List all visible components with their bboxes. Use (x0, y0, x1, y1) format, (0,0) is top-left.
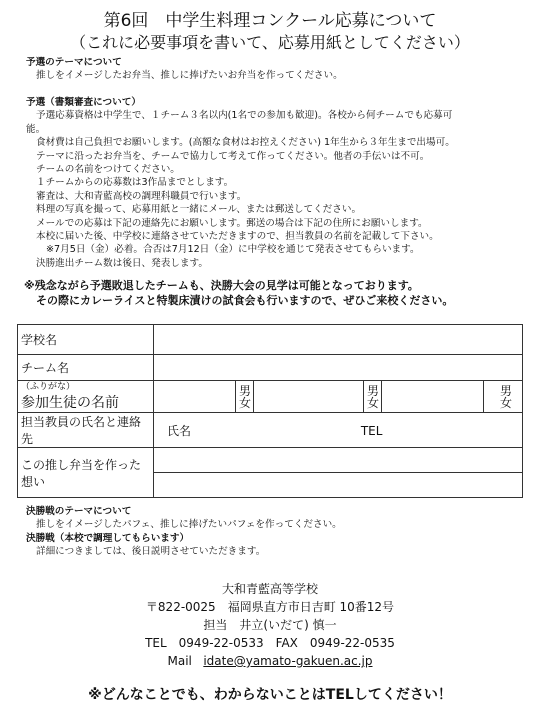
closing-note: ※どんなことでも、わからないことはTELしてください！ (88, 687, 452, 703)
final-text: 詳細につきましては、後日説明させていただきます。 (36, 546, 266, 558)
prelim-line: テーマに沿ったお弁当を、チームで協力して考えて作ってください。他者の手伝いは不可。 (36, 150, 430, 162)
bento-thoughts-label-line: この推し弁当を作った (21, 457, 142, 472)
prelim-line: ※7月5日（金）必着。合否は7月12日（金）に中学校を通じて発表させてもらいます。 (46, 244, 420, 256)
page-title: 第6回 中学生料理コンクール応募について (103, 11, 437, 31)
student-name-field[interactable] (154, 381, 236, 413)
entry-form-table (17, 324, 523, 498)
contact-block (0, 580, 540, 670)
school-name-field[interactable] (154, 325, 523, 355)
prelim-line: 予選応募資格は中学生で、１チーム３名以内(1名での参加も歓迎)。各校から何チームでも応募可 (36, 110, 453, 122)
student-name-field[interactable] (382, 381, 484, 413)
prelim-line: １チームからの応募数は3作品までとします。 (36, 177, 234, 189)
notice-line: その際にカレーライスと特製床漬けの試食会も行いますので、ぜひご来校ください。 (36, 294, 454, 307)
theme-heading: 予選のテーマについて (26, 57, 122, 68)
prelim-line: 本校に届いた後、中学校に連絡させていただきますので、担当教員の名前を記載して下さい。 (36, 231, 439, 243)
prelim-line: 能。 (26, 123, 46, 135)
theme-text: 推しをイメージしたお弁当、推しに捧げたいお弁当を作ってください。 (36, 70, 343, 82)
student-name-field[interactable] (254, 381, 364, 413)
prelim-line: 決勝進出チーム数は後日、発表します。 (36, 257, 208, 269)
teacher-name-label: 氏名 (167, 423, 192, 438)
gender-select[interactable]: 男 女 (236, 381, 254, 413)
final-theme-heading: 決勝戦のテーマについて (26, 506, 132, 517)
contact-phone: TEL 0949-22-0533 FAX 0949-22-0535 (145, 636, 395, 650)
prelim-line: 料理の写真を撮って、応募用紙と一緒にメール、または郵送してください。 (36, 204, 362, 216)
mail-label: Mail (167, 654, 192, 668)
notice-line: ※残念ながら予選敗退したチームも、決勝大会の見学は可能となっております。 (24, 279, 419, 292)
bento-thoughts-label (18, 448, 154, 498)
prelim-section (26, 96, 526, 270)
contact-address: 〒822-0025 福岡県直方市日吉町 10番12号 (145, 600, 395, 614)
team-name-field[interactable] (154, 355, 523, 381)
theme-section (26, 56, 526, 83)
gender-select[interactable]: 男 女 (364, 381, 382, 413)
final-theme-section (26, 505, 526, 559)
contact-mail-row (0, 652, 540, 670)
bento-thoughts-line[interactable] (154, 448, 522, 472)
bento-thoughts-line[interactable] (154, 472, 522, 497)
contact-school: 大和青藍高等学校 (221, 582, 318, 596)
teacher-label: 担当教員の氏名と連絡先 (18, 413, 154, 448)
gender-select[interactable]: 男 女 (484, 381, 523, 413)
furigana-label: （ふりがな） (21, 381, 76, 392)
teacher-tel-label: TEL (360, 423, 383, 438)
mail-link[interactable]: idate@yamato-gakuen.ac.jp (203, 654, 373, 668)
school-name-label: 学校名 (18, 325, 154, 355)
prelim-line: チームの名前をつけてください。 (36, 164, 180, 176)
final-heading: 決勝戦（本校で調理してもらいます） (26, 532, 190, 544)
team-name-label: チーム名 (18, 355, 154, 381)
prelim-line: 食材費は自己負担でお願いします。(高額な食材はお控えください) 1年生から３年生まで出場可。 (36, 137, 455, 149)
student-names-text: 参加生徒の名前 (21, 394, 119, 411)
student-names-label (18, 381, 154, 413)
final-theme-text: 推しをイメージしたパフェ、推しに捧げたいパフェを作ってください。 (36, 519, 342, 531)
prelim-line: 審査は、大和青藍高校の調理科職員で行います。 (36, 190, 247, 202)
prelim-line: メールでの応募は下記の連絡先にお願いします。郵送の場合は下記の住所にお願いします。 (36, 217, 428, 229)
notice-block (24, 278, 524, 308)
teacher-contact-field[interactable] (154, 413, 523, 448)
bento-thoughts-field[interactable] (154, 448, 523, 498)
page-subtitle: （これに必要事項を書いて、応募用紙としてください） (70, 33, 470, 52)
bento-thoughts-label-line: 想い (21, 474, 46, 489)
contact-person: 担当 井立(いだて) 慎一 (203, 618, 337, 632)
prelim-heading: 予選（書類審査について） (26, 97, 141, 108)
